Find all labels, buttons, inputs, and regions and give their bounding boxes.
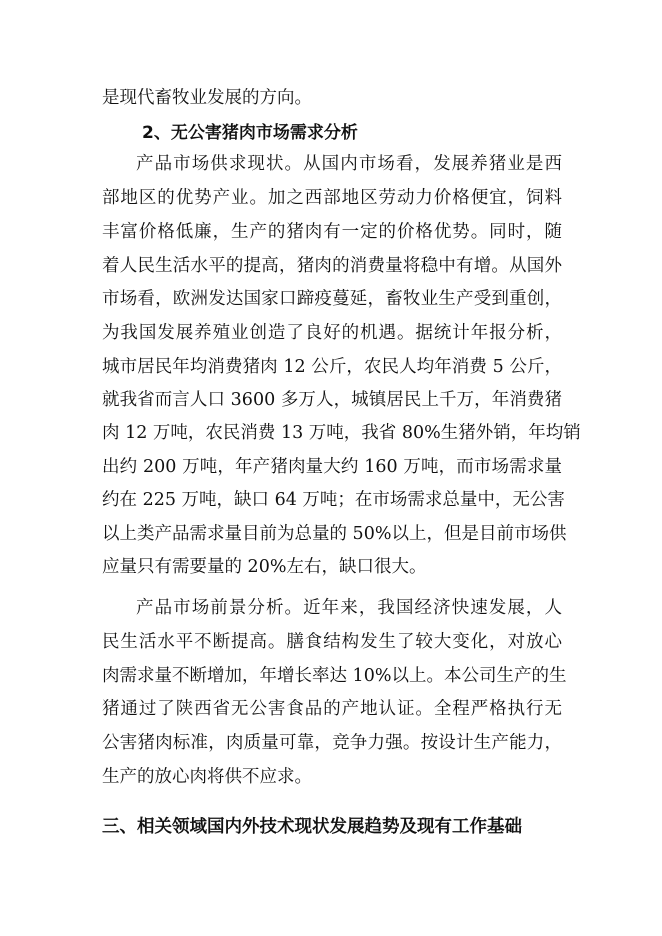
paragraph-line: 出约 200 万吨，年产猪肉量大约 160 万吨，而市场需求量 xyxy=(102,457,562,477)
paragraph-line: 城市居民年均消费猪肉 12 公斤，农民人均年消费 5 公斤， xyxy=(102,357,562,377)
paragraph-line: 产品市场供求现状。从国内市场看，发展养猪业是西 xyxy=(136,154,562,174)
paragraph-line: 以上类产品需求量目前为总量的 50%以上，但是目前市场供 xyxy=(102,524,567,544)
chapter-heading: 三、相关领域国内外技术现状发展趋势及现有工作基础 xyxy=(102,817,522,837)
paragraph-line: 就我省而言人口 3600 多万人，城镇居民上千万，年消费猪 xyxy=(102,390,562,410)
paragraph-line: 产品市场前景分析。近年来，我国经济快速发展，人 xyxy=(136,598,562,618)
paragraph-line: 丰富价格低廉，生产的猪肉有一定的价格优势。同时，随 xyxy=(102,222,562,242)
intro-line: 是现代畜牧业发展的方向。 xyxy=(102,88,312,108)
paragraph-line: 民生活水平不断提高。膳食结构发生了较大变化，对放心 xyxy=(102,632,562,652)
paragraph-line: 部地区的优势产业。加之西部地区劳动力价格便宜，饲料 xyxy=(102,188,562,208)
paragraph-line: 为我国发展养殖业创造了良好的机遇。据统计年报分析， xyxy=(102,323,562,343)
paragraph-line: 猪通过了陕西省无公害食品的产地认证。全程严格执行无 xyxy=(102,699,562,719)
paragraph-line: 应量只有需要量的 20%左右，缺口很大。 xyxy=(102,557,427,577)
section-heading: 2、无公害猪肉市场需求分析 xyxy=(142,123,358,143)
paragraph-line: 生产的放心肉将供不应求。 xyxy=(102,767,312,787)
paragraph-line: 肉需求量不断增加，年增长率达 10%以上。本公司生产的生 xyxy=(102,666,567,686)
paragraph-line: 市场看，欧洲发达国家口蹄疫蔓延，畜牧业生产受到重创， xyxy=(102,289,562,309)
paragraph-line: 公害猪肉标准，肉质量可靠，竞争力强。按设计生产能力， xyxy=(102,733,562,753)
paragraph-line: 肉 12 万吨，农民消费 13 万吨，我省 80%生猪外销，年均销 xyxy=(102,423,581,443)
paragraph-line: 约在 225 万吨，缺口 64 万吨；在市场需求总量中，无公害 xyxy=(102,490,565,510)
paragraph-line: 着人民生活水平的提高，猪肉的消费量将稳中有增。从国外 xyxy=(102,256,562,276)
